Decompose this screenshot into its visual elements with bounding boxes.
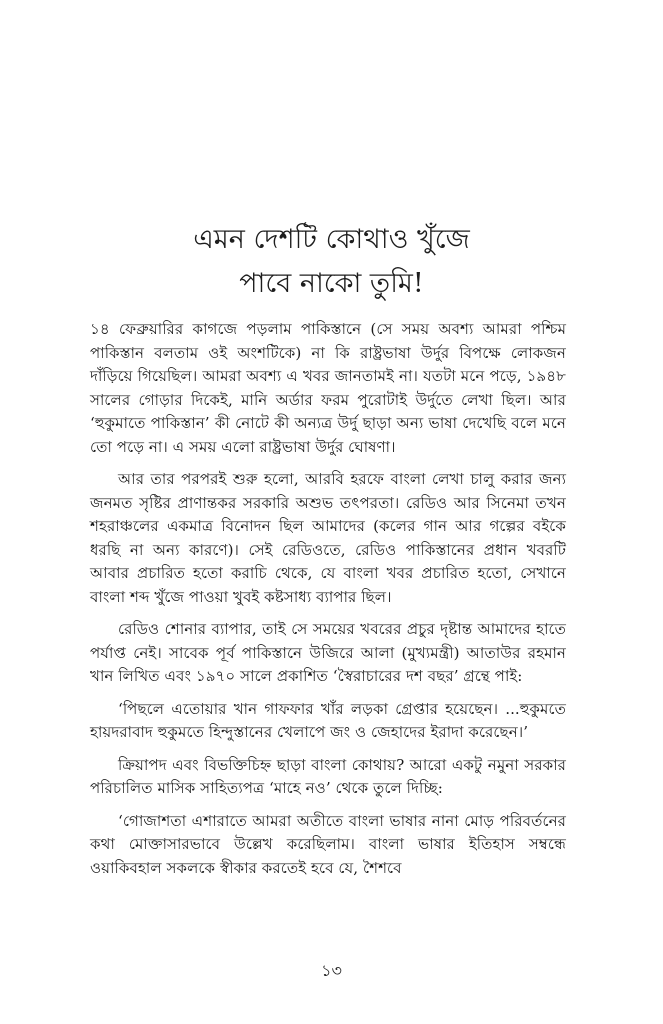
page-number: ১৩	[321, 961, 342, 980]
chapter-body	[90, 318, 566, 889]
paragraph: ক্রিয়াপদ এবং বিভক্তিচিহ্ন ছাড়া বাংলা কোথায়? আরো একটু নমুনা সরকার পরিচালিত মাসিক সাহিত্যপত্র ‘মাহে নও’ থেকে তুলে দিচ্ছি:	[90, 755, 566, 797]
paragraph: আর তার পরপরই শুরু হলো, আরবি হরফে বাংলা লেখা চালু করার জন্য জনমত সৃষ্টির প্রাণান্তকর সরকারি অশুভ তৎপরতা। রেডিও আর সিনেমা তখন শহরাঞ্চলের একমাত্র বিনোদন ছিল আমাদের (কলের গান আর গল্পের বইকে ধরছি না অন্য কারণে)। সেই রেডিওতে, রেডিও পাকিস্তানের প্রধান খবরটি আবার প্রচারিত হতো করাচি থেকে, যে বাংলা খবর প্রচারিত হতো, সেখানে বাংলা শব্দ খুঁজে পাওয়া খুবই কষ্টসাধ্য ব্যাপার ছিল।	[90, 470, 566, 606]
quotation: ‘পিছলে এতোয়ার খান গাফফার খাঁর লড়কা গ্রেপ্তার হয়েছেন। ...হুকুমতে হায়দরাবাদ হুকুমতে হিন্দুস্তানের খেলাপে জং ও জেহাদের ইরাদা করেছেন।’	[90, 699, 566, 741]
chapter-title-line-1: এমন দেশটি কোথাও খুঁজে	[193, 224, 470, 255]
paragraph: ১৪ ফেব্রুয়ারির কাগজে পড়লাম পাকিস্তানে (সে সময় অবশ্য আমরা পশ্চিম পাকিস্তান বলতাম ওই অংশটিকে) না কি রাষ্ট্রভাষা উর্দুর বিপক্ষে লোকজন দাঁড়িয়ে গিয়েছিল। আমরা অবশ্য এ খবর জানতামই না। যতটা মনে পড়ে, ১৯৪৮ সালের গোড়ার দিকেই, মানি অর্ডার ফরম পুরোটাই উর্দুতে লেখা ছিল। আর ‘হুকুমাতে পাকিস্তান’ কী নোটে কী অন্যত্র উর্দু ছাড়া অন্য ভাষা দেখেছি বলে মনে তো পড়ে না। এ সময় এলো রাষ্ট্রভাষা উর্দুর ঘোষণা।	[90, 320, 566, 456]
paragraph: রেডিও শোনার ব্যাপার, তাই সে সময়ের খবরের প্রচুর দৃষ্টান্ত আমাদের হাতে পর্যাপ্ত নেই। সাবেক পূর্ব পাকিস্তানে উজিরে আলা (মুখ্যমন্ত্রী) আতাউর রহমান খান লিখিত এবং ১৯৭০ সালে প্রকাশিত ‘স্বৈরাচারের দশ বছর’ গ্রন্থে পাই:	[90, 620, 566, 685]
quotation: ‘গোজাশতা এশারাতে আমরা অতীতে বাংলা ভাষার নানা মোড় পরিবর্তনের কথা মোক্তাসারভাবে উল্লেখ করেছিলাম। বাংলা ভাষার ইতিহাস সম্বন্ধে ওয়াকিবহাল সকলকে স্বীকার করতেই হবে যে, শৈশবে	[90, 811, 566, 877]
chapter-title-line-2: পাবে নাকো তুমি!	[239, 268, 424, 299]
chapter-title	[100, 218, 563, 306]
